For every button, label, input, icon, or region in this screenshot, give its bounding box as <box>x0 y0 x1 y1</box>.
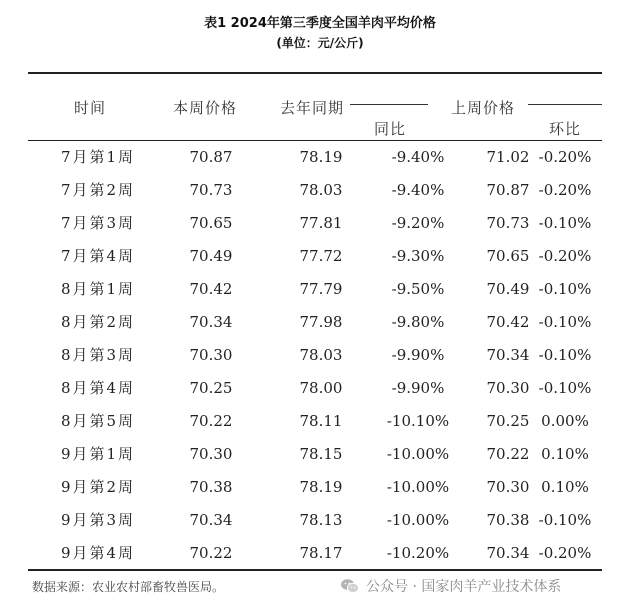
this-week-price-cell: 70.73 <box>189 181 233 199</box>
yoy-cell: -9.90% <box>391 346 445 364</box>
yoy-cell: -9.50% <box>391 280 445 298</box>
last-year-price-cell: 78.19 <box>299 148 343 166</box>
table-row <box>28 471 602 504</box>
yoy-cell: -9.30% <box>391 247 445 265</box>
last-week-price-cell: 70.42 <box>486 313 530 331</box>
week-cell: 8月第5周 <box>60 412 136 430</box>
table-title: 表1 2024年第三季度全国羊肉平均价格 <box>204 16 436 31</box>
table-row <box>28 504 602 537</box>
table-row <box>28 174 602 207</box>
yoy-cell: -9.40% <box>391 148 445 166</box>
week-cell: 7月第4周 <box>60 247 136 265</box>
last-year-price-cell: 78.03 <box>299 346 343 364</box>
last-year-price-cell: 78.17 <box>299 544 343 562</box>
mom-cell: -0.20% <box>538 181 592 199</box>
this-week-price-cell: 70.22 <box>189 544 233 562</box>
mom-cell: -0.10% <box>538 214 592 232</box>
yoy-header-rule <box>350 104 428 105</box>
last-week-price-cell: 70.49 <box>486 280 530 298</box>
week-cell: 7月第3周 <box>60 214 136 232</box>
mom-cell: 0.00% <box>541 412 589 430</box>
table-row <box>28 372 602 405</box>
last-year-price-cell: 78.13 <box>299 511 343 529</box>
this-week-price-cell: 70.87 <box>189 148 233 166</box>
table-top-rule <box>28 72 602 74</box>
last-week-price-cell: 71.02 <box>486 148 530 166</box>
table-row <box>28 438 602 471</box>
week-cell: 8月第2周 <box>60 313 136 331</box>
mom-header-rule <box>528 104 602 105</box>
header-last-week: 上周价格 <box>450 99 515 117</box>
yoy-cell: -9.40% <box>391 181 445 199</box>
table-row <box>28 141 602 174</box>
last-year-price-cell: 77.81 <box>299 214 343 232</box>
last-year-price-cell: 77.98 <box>299 313 343 331</box>
table-unit: (单位：元/公斤) <box>276 36 364 50</box>
week-cell: 7月第1周 <box>60 148 136 166</box>
last-year-price-cell: 78.03 <box>299 181 343 199</box>
mom-cell: 0.10% <box>541 478 589 496</box>
week-cell: 9月第1周 <box>60 445 136 463</box>
this-week-price-cell: 70.30 <box>189 346 233 364</box>
week-cell: 9月第2周 <box>60 478 136 496</box>
last-week-price-cell: 70.73 <box>486 214 530 232</box>
mom-cell: -0.10% <box>538 511 592 529</box>
week-cell: 8月第3周 <box>60 346 136 364</box>
header-last-year: 去年同期 <box>279 99 344 117</box>
header-yoy: 同比 <box>373 120 406 138</box>
table-row <box>28 306 602 339</box>
mom-cell: -0.10% <box>538 313 592 331</box>
wechat-icon <box>340 578 360 594</box>
mom-cell: -0.10% <box>538 379 592 397</box>
last-year-price-cell: 77.79 <box>299 280 343 298</box>
table-row <box>28 240 602 273</box>
last-week-price-cell: 70.30 <box>486 478 530 496</box>
last-year-price-cell: 78.11 <box>299 412 343 430</box>
mom-cell: -0.20% <box>538 247 592 265</box>
mom-cell: -0.10% <box>538 346 592 364</box>
table-row <box>28 273 602 306</box>
week-cell: 8月第4周 <box>60 379 136 397</box>
this-week-price-cell: 70.49 <box>189 247 233 265</box>
week-cell: 8月第1周 <box>60 280 136 298</box>
yoy-cell: -10.20% <box>386 544 450 562</box>
data-source-note: 数据来源：农业农村部畜牧兽医局。 <box>32 580 225 594</box>
this-week-price-cell: 70.34 <box>189 313 233 331</box>
yoy-cell: -9.80% <box>391 313 445 331</box>
last-year-price-cell: 78.15 <box>299 445 343 463</box>
last-year-price-cell: 78.19 <box>299 478 343 496</box>
mom-cell: 0.10% <box>541 445 589 463</box>
last-year-price-cell: 78.00 <box>299 379 343 397</box>
last-week-price-cell: 70.30 <box>486 379 530 397</box>
yoy-cell: -9.20% <box>391 214 445 232</box>
last-week-price-cell: 70.87 <box>486 181 530 199</box>
yoy-cell: -9.90% <box>391 379 445 397</box>
week-cell: 7月第2周 <box>60 181 136 199</box>
this-week-price-cell: 70.38 <box>189 478 233 496</box>
yoy-cell: -10.00% <box>386 445 450 463</box>
this-week-price-cell: 70.22 <box>189 412 233 430</box>
table-row <box>28 207 602 240</box>
mom-cell: -0.10% <box>538 280 592 298</box>
yoy-cell: -10.10% <box>386 412 450 430</box>
yoy-cell: -10.00% <box>386 478 450 496</box>
week-cell: 9月第3周 <box>60 511 136 529</box>
mom-cell: -0.20% <box>538 544 592 562</box>
this-week-price-cell: 70.65 <box>189 214 233 232</box>
header-time: 时间 <box>73 99 106 117</box>
watermark <box>340 576 561 596</box>
last-week-price-cell: 70.65 <box>486 247 530 265</box>
last-year-price-cell: 77.72 <box>299 247 343 265</box>
yoy-cell: -10.00% <box>386 511 450 529</box>
this-week-price-cell: 70.42 <box>189 280 233 298</box>
table-row <box>28 537 602 570</box>
last-week-price-cell: 70.22 <box>486 445 530 463</box>
mom-cell: -0.20% <box>538 148 592 166</box>
header-this-week: 本周价格 <box>172 99 237 117</box>
last-week-price-cell: 70.38 <box>486 511 530 529</box>
last-week-price-cell: 70.34 <box>486 346 530 364</box>
this-week-price-cell: 70.25 <box>189 379 233 397</box>
last-week-price-cell: 70.25 <box>486 412 530 430</box>
week-cell: 9月第4周 <box>60 544 136 562</box>
table-bottom-rule <box>28 569 602 571</box>
this-week-price-cell: 70.34 <box>189 511 233 529</box>
table-row <box>28 339 602 372</box>
table-row <box>28 405 602 438</box>
header-mom: 环比 <box>548 120 581 138</box>
this-week-price-cell: 70.30 <box>189 445 233 463</box>
last-week-price-cell: 70.34 <box>486 544 530 562</box>
watermark-text: 公众号 · 国家肉羊产业技术体系 <box>366 579 562 595</box>
